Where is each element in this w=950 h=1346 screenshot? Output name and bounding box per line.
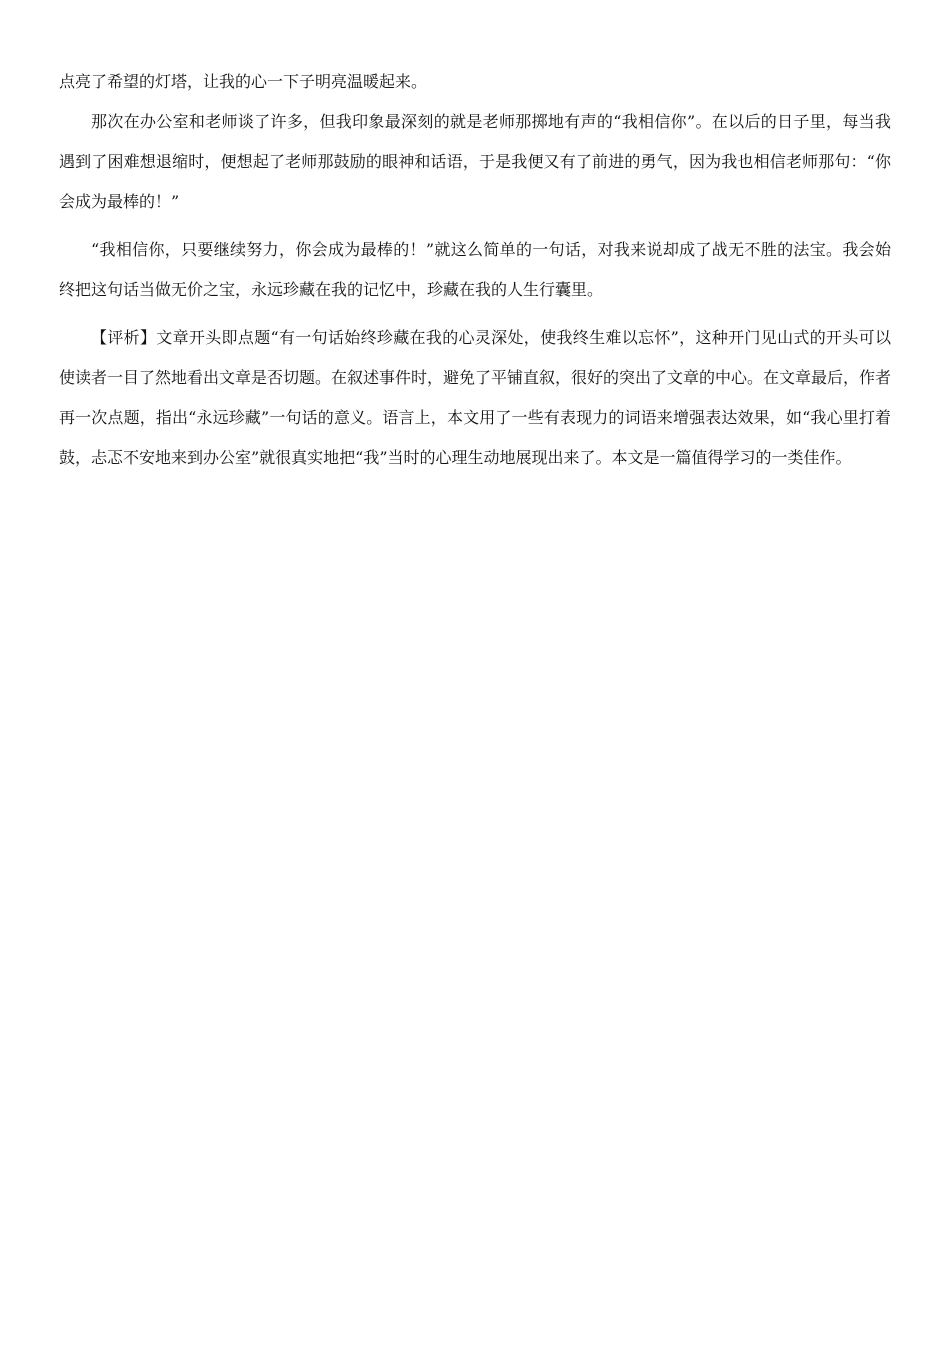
paragraph-office-talk: 那次在办公室和老师谈了许多，但我印象最深刻的就是老师那掷地有声的“我相信你”。在以后的日子里，每当我遇到了困难想退缩时，便想起了老师那鼓励的眼神和话语，于是我便又有了前进的勇气，因为我也相信老师那句：“你会成为最棒的！”	[59, 112, 891, 211]
paragraph-treasure: “我相信你，只要继续努力，你会成为最棒的！”就这么简单的一句话，对我来说却成了战无不胜的法宝。我会始终把这句话当做无价之宝，永远珍藏在我的记忆中，珍藏在我的人生行囊里。	[59, 240, 891, 299]
paragraph-comment: 【评析】文章开头即点题“有一句话始终珍藏在我的心灵深处，使我终生难以忘怀”，这种开门见山式的开头可以使读者一目了然地看出文章是否切题。在叙述事件时，避免了平铺直叙，很好的突出了文章的中心。在文章最后，作者再一次点题，指出“永远珍藏”一句话的意义。语言上，本文用了一些有表现力的词语来增强表达效果，如“我心里打着鼓，忐忑不安地来到办公室”就很真实地把“我”当时的心理生动地展现出来了。本文是一篇值得学习的一类佳作。	[59, 328, 892, 467]
paragraph-continuation: 点亮了希望的灯塔，让我的心一下子明亮温暖起来。	[59, 72, 428, 91]
document-page	[59, 62, 891, 486]
